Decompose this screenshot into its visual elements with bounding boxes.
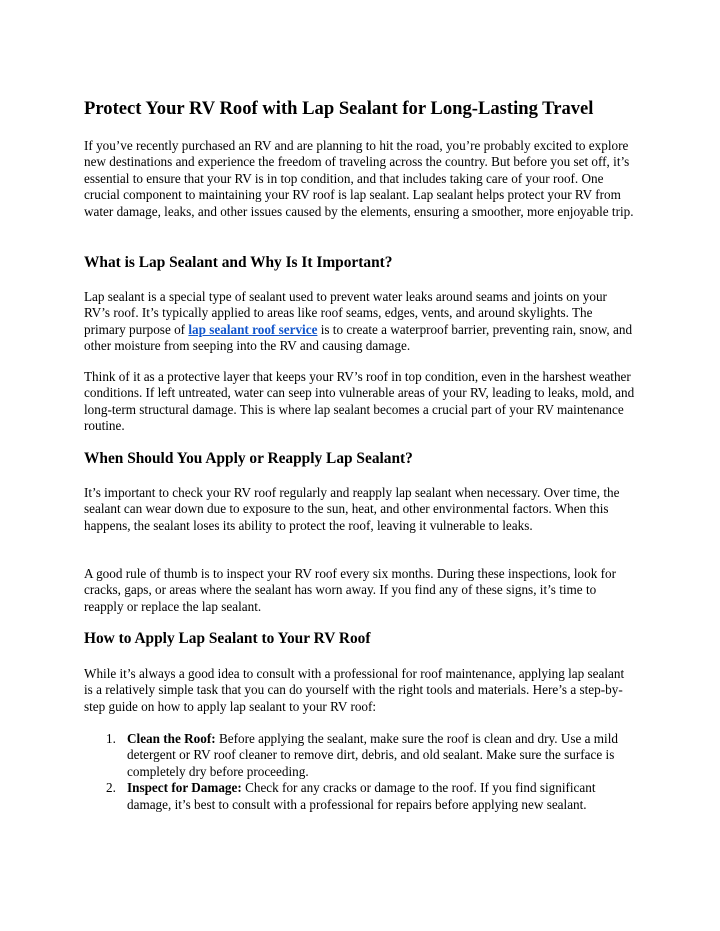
section1-text-before-link: Lap sealant is a special type of sealant used to prevent water leaks around seams and joints on your RV’s roof. It’s typically applied to areas like roof seams, edges, vents, and around skylights. The primary purpose of bbox=[84, 289, 607, 337]
section-heading-when-to-apply: When Should You Apply or Reapply Lap Sealant? bbox=[84, 450, 413, 467]
step-text: Check for any cracks or damage to the roof. If you find significant damage, it’s best to consult with a professional for repairs before applying new sealant. bbox=[127, 780, 596, 812]
intro-paragraph: If you’ve recently purchased an RV and are planning to hit the road, you’re probably excited to explore new destinations and experience the freedom of traveling across the country. But before you set off, it’s essential to ensure that your RV is in top condition, and that includes taking care of your roof. One crucial component to maintaining your RV roof is lap sealant. Lap sealant helps protect your RV from water damage, leaks, and other issues caused by the elements, ensuring a smoother, more enjoyable trip. bbox=[84, 138, 634, 219]
step-number: 1. bbox=[106, 731, 116, 746]
steps-list bbox=[84, 731, 636, 813]
section1-text-after-link: is to create a waterproof barrier, preventing rain, snow, and other moisture from seeping into the RV and causing damage. bbox=[84, 321, 633, 354]
page-title: Protect Your RV Roof with Lap Sealant for Long-Lasting Travel bbox=[84, 98, 594, 119]
step-title: Inspect for Damage: bbox=[127, 780, 242, 796]
section2-paragraph-2: A good rule of thumb is to inspect your RV roof every six months. During these inspections, look for cracks, gaps, or areas where the sealant has worn away. If you find any of these signs, it’s time to reapply or replace the lap sealant. bbox=[84, 566, 616, 614]
section-heading-what-is-lap-sealant: What is Lap Sealant and Why Is It Important? bbox=[84, 254, 393, 271]
lap-sealant-roof-service-link[interactable]: lap sealant roof service bbox=[188, 321, 318, 337]
step-number: 2. bbox=[106, 780, 116, 796]
step-title: Clean the Roof: bbox=[127, 731, 216, 746]
list-item bbox=[84, 731, 636, 780]
section1-paragraph-1 bbox=[84, 289, 636, 355]
list-item bbox=[84, 780, 636, 813]
section-heading-how-to-apply: How to Apply Lap Sealant to Your RV Roof bbox=[84, 630, 371, 647]
section3-paragraph-1: While it’s always a good idea to consult with a professional for roof maintenance, applying lap sealant is a relatively simple task that you can do yourself with the right tools and materials. Here’s a step-by-step guide on how to apply lap sealant to your RV roof: bbox=[84, 666, 625, 714]
section1-paragraph-2: Think of it as a protective layer that keeps your RV’s roof in top condition, even in the harshest weather conditions. If left untreated, water can seep into vulnerable areas of your RV, leading to leaks, mold, and long-term structural damage. This is where lap sealant becomes a crucial part of your RV maintenance routine. bbox=[84, 369, 635, 434]
step-text: Before applying the sealant, make sure the roof is clean and dry. Use a mild detergent or RV roof cleaner to remove dirt, debris, and old sealant. Make sure the surface is completely dry before proceeding. bbox=[127, 731, 618, 779]
section2-paragraph-1: It’s important to check your RV roof regularly and reapply lap sealant when necessary. Over time, the sealant can wear down due to exposure to the sun, heat, and other environmental factors. When this happens, the sealant loses its ability to protect the roof, leaving it vulnerable to leaks. bbox=[84, 485, 620, 533]
